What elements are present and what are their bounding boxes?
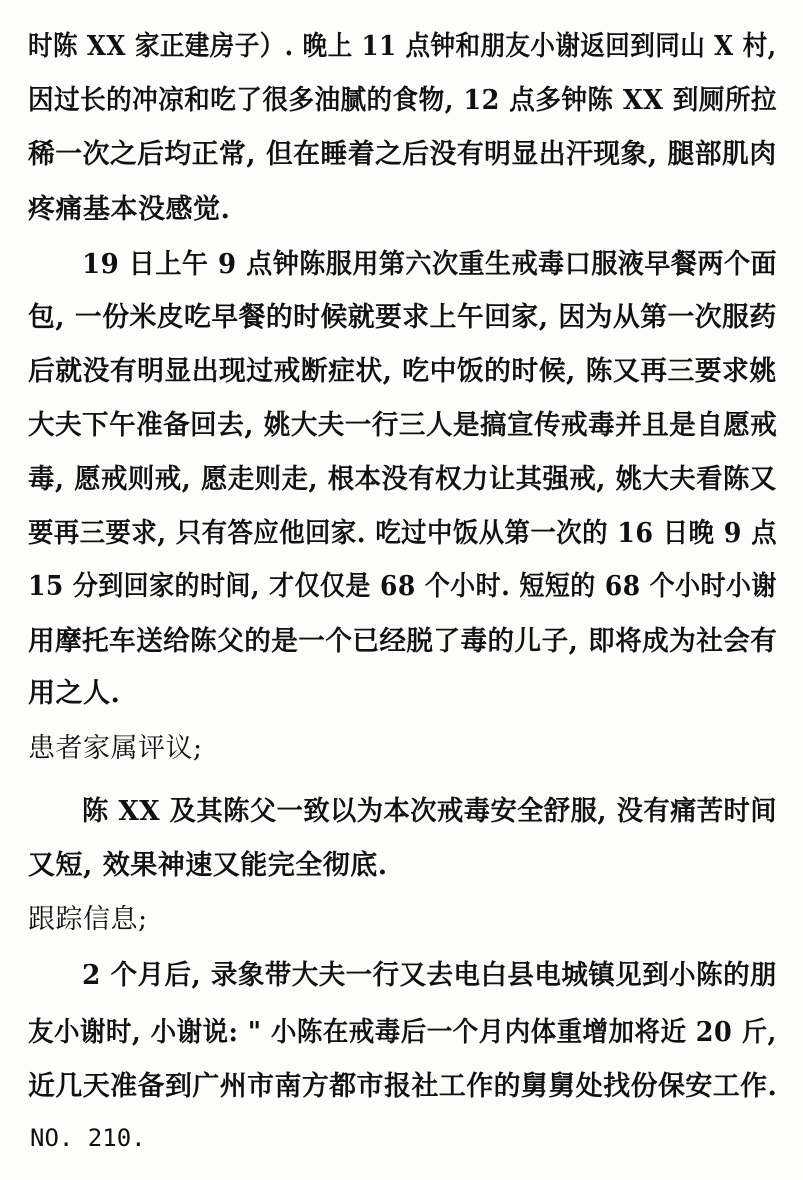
text-line: 毒, 愿戒则戒, 愿走则走, 根本没有权力让其强戒, 姚大夫看陈又 (28, 464, 777, 495)
text-line: 因过长的冲凉和吃了很多油腻的食物, 12 点多钟陈 XX 到厕所拉 (28, 85, 777, 116)
text-line: 疼痛基本没感觉. (28, 194, 231, 225)
text-line: 后就没有明显出现过戒断症状, 吃中饭的时候, 陈又再三要求姚 (28, 356, 777, 387)
text-line: 陈 XX 及其陈父一致以为本次戒毒安全舒服, 没有痛苦时间 (82, 796, 777, 827)
text-line: 大夫下午准备回去, 姚大夫一行三人是搞宣传戒毒并且是自愿戒 (28, 410, 778, 441)
text-line: 2 个月后, 录象带大夫一行又去电白县电城镇见到小陈的朋 (82, 960, 777, 991)
text-line: 19 日上午 9 点钟陈服用第六次重生戒毒口服液早餐两个面 (82, 249, 778, 280)
text-line: 稀一次之后均正常, 但在睡着之后没有明显出汗现象, 腿部肌肉 (28, 139, 777, 170)
text-line: 用摩托车送给陈父的是一个已经脱了毒的儿子, 即将成为社会有 (28, 626, 778, 657)
section-heading: 患者家属评议; (28, 733, 203, 764)
text-line: 又短, 效果神速又能完全彻底. (28, 850, 388, 881)
text-line: 包, 一份米皮吃早餐的时候就要求上午回家, 因为从第一次服药 (28, 302, 777, 333)
text-line: 用之人. (28, 678, 121, 709)
text-line: 友小谢时, 小谢说: " 小陈在戒毒后一个月内体重增加将近 20 斤, (28, 1017, 777, 1048)
text-line: 时陈 XX 家正建房子）. 晚上 11 点钟和朋友小谢返回到同山 X 村, (28, 31, 777, 62)
text-line: 要再三要求, 只有答应他回家. 吃过中饭从第一次的 16 日晚 9 点 (28, 518, 778, 549)
page-number: NO. 210. (30, 1124, 146, 1152)
text-line: 15 分到回家的时间, 才仅仅是 68 个小时. 短短的 68 个小时小谢 (28, 571, 777, 602)
section-heading: 跟踪信息; (28, 904, 148, 935)
text-line: 近几天准备到广州市南方都市报社工作的舅舅处找份保安工作. (28, 1071, 778, 1102)
